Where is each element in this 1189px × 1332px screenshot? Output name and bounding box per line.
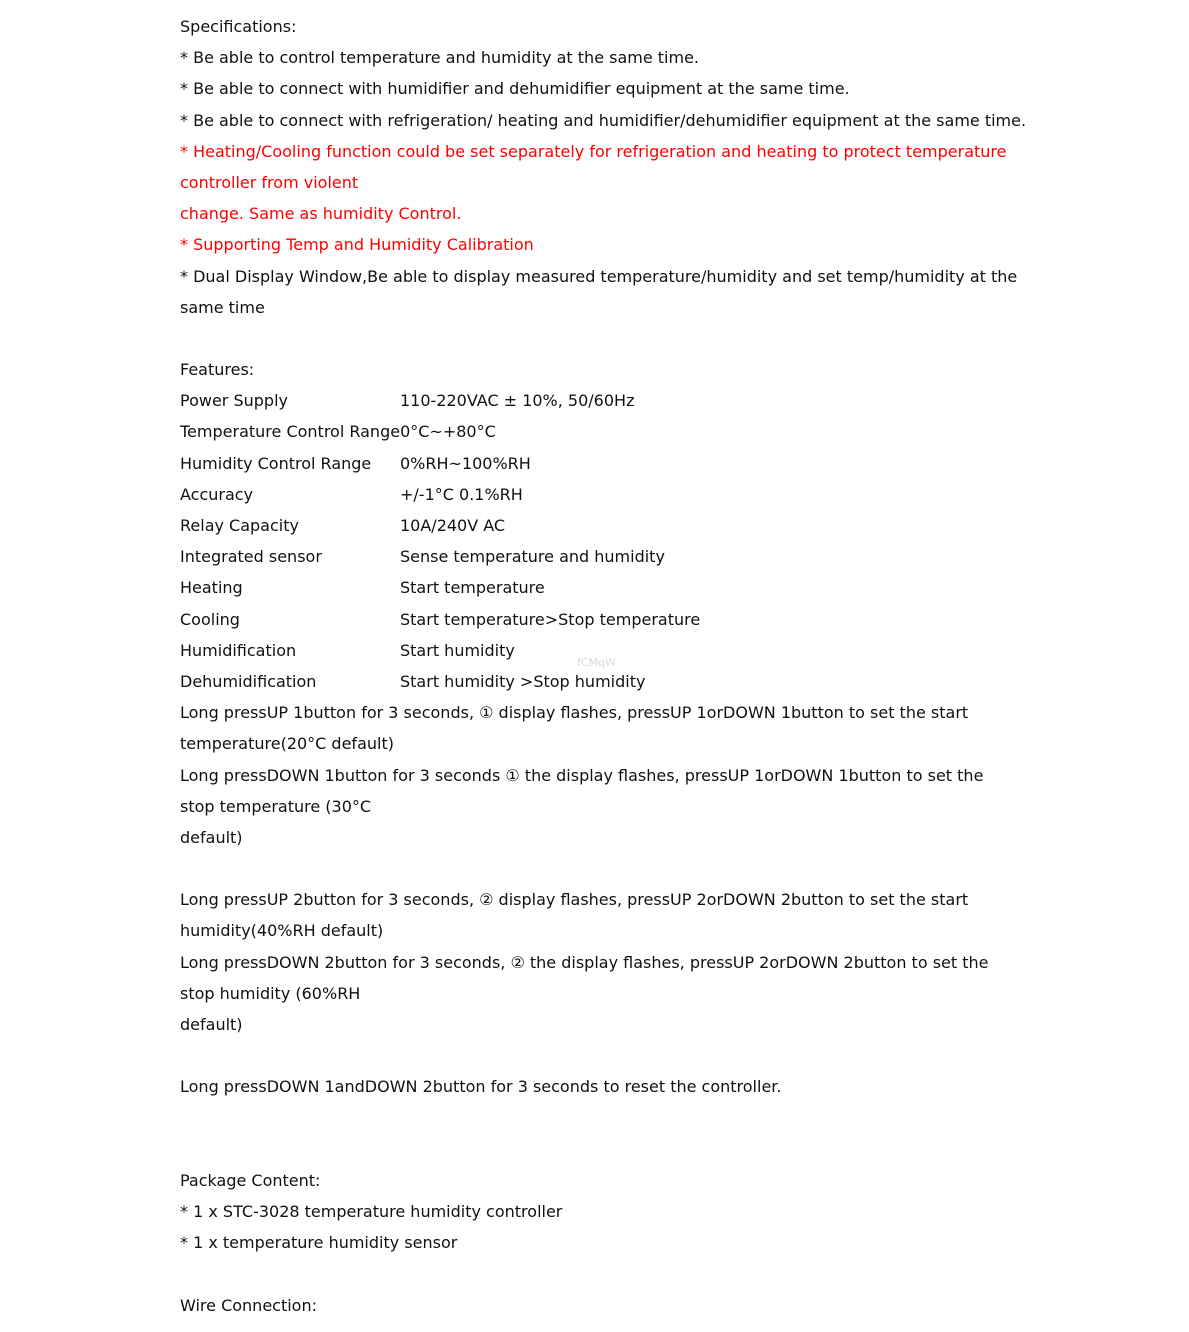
feature-value: +/-1°C 0.1%RH: [400, 484, 523, 504]
watermark-text: fCMqW: [577, 656, 616, 669]
instruction-hum-stop: Long pressDOWN 2button for 3 seconds, ② the display flashes, pressUP 2orDOWN 2button to set the: [180, 952, 989, 972]
feature-row: [180, 385, 1020, 416]
spacer: [180, 323, 1020, 354]
feature-row: [180, 572, 1020, 603]
spec-item-highlight-cont: controller from violent: [180, 172, 359, 192]
instruction-hum-start: Long pressUP 2button for 3 seconds, ② display flashes, pressUP 2orDOWN 2button to set the start: [180, 890, 969, 910]
feature-row: [180, 479, 1020, 510]
feature-label: Humidification: [180, 640, 297, 660]
instruction-temp-start: Long pressUP 1button for 3 seconds, ① display flashes, pressUP 1orDOWN 1button to set the start: [180, 703, 969, 723]
spacer: [180, 1259, 1020, 1290]
feature-label: Temperature Control Range: [180, 422, 401, 442]
feature-value: 110-220VAC ± 10%, 50/60Hz: [400, 391, 635, 411]
spacer: [180, 1134, 1020, 1165]
instruction-temp-stop-cont: default): [180, 827, 243, 847]
features-heading: Features:: [180, 360, 255, 380]
feature-label: Accuracy: [180, 484, 254, 504]
feature-row: [180, 448, 1020, 479]
feature-label: Integrated sensor: [180, 547, 322, 567]
feature-value: 10A/240V AC: [400, 516, 506, 535]
spec-item: * Be able to control temperature and humidity at the same time.: [180, 48, 700, 68]
instruction-hum-stop-cont: stop humidity (60%RH: [180, 983, 361, 1003]
spec-item-highlight-cont: change. Same as humidity Control.: [180, 204, 462, 224]
feature-label: Heating: [180, 578, 243, 598]
package-item: * 1 x STC-3028 temperature humidity controller: [180, 1202, 563, 1222]
instruction-temp-stop-cont: stop temperature (30°C: [180, 796, 372, 816]
feature-label: Power Supply: [180, 391, 288, 411]
feature-row: [180, 510, 1020, 541]
instruction-temp-start-cont: temperature(20°C default): [180, 734, 394, 754]
feature-value: 0%RH~100%RH: [400, 453, 531, 473]
spec-item: * Be able to connect with refrigeration/ heating and humidifier/dehumidifier equipment at the same time.: [180, 110, 1027, 130]
feature-row: [180, 541, 1020, 572]
spec-item-dual-display-cont: same time: [180, 297, 265, 317]
wire-connection-heading: Wire Connection:: [180, 1295, 317, 1315]
package-item: * 1 x temperature humidity sensor: [180, 1233, 458, 1253]
package-heading: Package Content:: [180, 1170, 321, 1190]
spacer: [180, 1040, 1020, 1071]
instruction-reset: Long pressDOWN 1andDOWN 2button for 3 seconds to reset the controller.: [180, 1077, 782, 1097]
spec-item-dual-display: * Dual Display Window,Be able to display measured temperature/humidity and set temp/humidity at the: [180, 266, 1018, 286]
spec-item: * Be able to connect with humidifier and dehumidifier equipment at the same time.: [180, 79, 850, 99]
instruction-temp-stop: Long pressDOWN 1button for 3 seconds ① the display flashes, pressUP 1orDOWN 1button to set the: [180, 765, 984, 785]
feature-label: Dehumidification: [180, 671, 317, 691]
feature-row: [180, 604, 1020, 635]
instruction-hum-stop-cont: default): [180, 1015, 243, 1034]
instruction-hum-start-cont: humidity(40%RH default): [180, 921, 384, 941]
spec-item-calibration: * Supporting Temp and Humidity Calibration: [180, 235, 534, 255]
feature-value: Start temperature>Stop temperature: [400, 609, 701, 629]
feature-label: Humidity Control Range: [180, 453, 372, 473]
feature-label: Cooling: [180, 609, 240, 629]
feature-value: Start temperature: [400, 578, 545, 598]
feature-label: Relay Capacity: [180, 516, 299, 535]
feature-value: Start humidity >Stop humidity: [400, 671, 646, 691]
spacer: [180, 1103, 1020, 1134]
spec-item-highlight: * Heating/Cooling function could be set separately for refrigeration and heating to protect temperature: [180, 141, 1007, 161]
feature-row: [180, 416, 1020, 447]
spacer: [180, 853, 1020, 884]
specifications-heading: Specifications:: [180, 17, 297, 36]
feature-value: Sense temperature and humidity: [400, 547, 665, 567]
feature-row: [180, 666, 1020, 697]
feature-value: Start humidity: [400, 640, 515, 660]
feature-value: 0°C~+80°C: [400, 422, 496, 442]
